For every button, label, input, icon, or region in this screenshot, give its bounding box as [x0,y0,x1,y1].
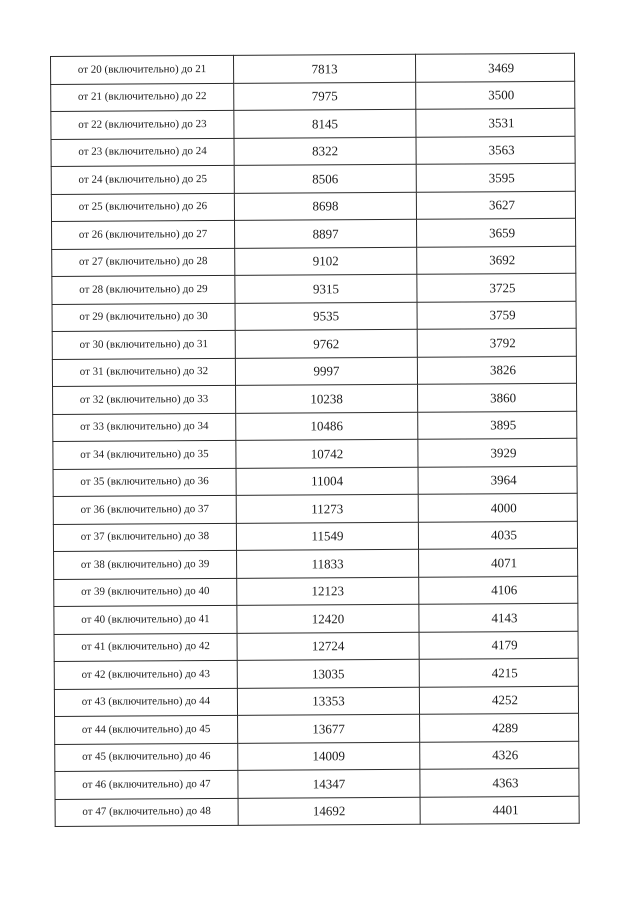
value1-cell: 9102 [235,247,417,276]
value2-cell: 3692 [417,246,576,274]
range-cell: от 37 (включительно) до 38 [53,523,236,552]
value2-cell: 4179 [419,631,578,659]
value1-cell: 14347 [238,769,420,798]
value1-cell: 13677 [238,714,420,743]
table-row [52,301,576,332]
table-row [52,328,576,359]
table-row [51,191,575,222]
table-row [54,658,578,689]
range-cell: от 43 (включительно) до 44 [54,688,237,717]
range-cell: от 46 (включительно) до 47 [55,770,238,799]
range-cell: от 20 (включительно) до 21 [51,55,234,84]
value2-cell: 3895 [418,411,577,439]
table-row [51,163,575,194]
table-row [53,466,577,497]
value1-cell: 7813 [233,54,415,83]
table-row [51,136,575,167]
value2-cell: 3964 [418,466,577,494]
range-cell: от 39 (включительно) до 40 [54,578,237,607]
value1-cell: 8145 [234,109,416,138]
value1-cell: 11833 [237,549,419,578]
range-cell: от 34 (включительно) до 35 [53,440,236,469]
table-row [52,218,576,249]
table-row [53,411,577,442]
range-cell: от 38 (включительно) до 39 [54,550,237,579]
table-row [53,438,577,469]
table-row [51,108,575,139]
value1-cell: 8506 [234,164,416,193]
range-cell: от 21 (включительно) до 22 [51,83,234,112]
range-cell: от 45 (включительно) до 46 [55,743,238,772]
value1-cell: 12123 [237,577,419,606]
value1-cell: 13035 [237,659,419,688]
value1-cell: 14692 [238,797,420,826]
range-cell: от 30 (включительно) до 31 [52,330,235,359]
table-row [55,796,579,827]
range-cell: от 32 (включительно) до 33 [53,385,236,414]
value1-cell: 14009 [238,742,420,771]
value1-cell: 10742 [236,439,418,468]
value2-cell: 4143 [419,603,578,631]
range-cell: от 33 (включительно) до 34 [53,413,236,442]
value1-cell: 9535 [235,302,417,331]
value1-cell: 12420 [237,604,419,633]
table-row [54,576,578,607]
value1-cell: 7975 [234,82,416,111]
range-cell: от 28 (включительно) до 29 [52,275,235,304]
value1-cell: 11549 [236,522,418,551]
range-cell: от 23 (включительно) до 24 [51,138,234,167]
value2-cell: 3860 [418,383,577,411]
rates-table-body [51,53,580,826]
table-row [54,548,578,579]
table-row [52,273,576,304]
range-cell: от 44 (включительно) до 45 [55,715,238,744]
value1-cell: 10238 [236,384,418,413]
value1-cell: 8698 [234,192,416,221]
table-row [55,741,579,772]
range-cell: от 29 (включительно) до 30 [52,303,235,332]
table-row [54,686,578,717]
value2-cell: 4289 [420,713,579,741]
table-row [54,631,578,662]
table-row [53,493,577,524]
table-row [53,383,577,414]
value2-cell: 4215 [419,658,578,686]
value2-cell: 3659 [417,218,576,246]
value2-cell: 4000 [418,493,577,521]
table-row [55,768,579,799]
value1-cell: 8897 [235,219,417,248]
range-cell: от 26 (включительно) до 27 [52,220,235,249]
value2-cell: 4363 [420,768,579,796]
range-cell: от 47 (включительно) до 48 [55,798,238,827]
value1-cell: 9997 [235,357,417,386]
value2-cell: 3759 [417,301,576,329]
range-cell: от 25 (включительно) до 26 [51,193,234,222]
table-row [52,356,576,387]
table-row [52,246,576,277]
value2-cell: 3929 [418,438,577,466]
range-cell: от 24 (включительно) до 25 [51,165,234,194]
range-cell: от 22 (включительно) до 23 [51,110,234,139]
value1-cell: 13353 [237,687,419,716]
value1-cell: 11004 [236,467,418,496]
value2-cell: 3725 [417,273,576,301]
value2-cell: 4401 [420,796,579,824]
table-row [53,521,577,552]
value2-cell: 4071 [419,548,578,576]
value1-cell: 12724 [237,632,419,661]
value1-cell: 11273 [236,494,418,523]
table-row [51,53,575,84]
value1-cell: 8322 [234,137,416,166]
value2-cell: 3500 [416,81,575,109]
value2-cell: 4326 [420,741,579,769]
rates-table [50,53,580,827]
value2-cell: 3563 [416,136,575,164]
value1-cell: 10486 [236,412,418,441]
range-cell: от 40 (включительно) до 41 [54,605,237,634]
table-row [55,713,579,744]
range-cell: от 35 (включительно) до 36 [53,468,236,497]
value1-cell: 9315 [235,274,417,303]
value2-cell: 3627 [416,191,575,219]
value2-cell: 3792 [417,328,576,356]
value2-cell: 4035 [418,521,577,549]
range-cell: от 41 (включительно) до 42 [54,633,237,662]
table-row [54,603,578,634]
range-cell: от 36 (включительно) до 37 [53,495,236,524]
range-cell: от 42 (включительно) до 43 [54,660,237,689]
range-cell: от 31 (включительно) до 32 [52,358,235,387]
value2-cell: 4252 [419,686,578,714]
value2-cell: 4106 [419,576,578,604]
value2-cell: 3595 [416,163,575,191]
value2-cell: 3469 [415,53,574,81]
value2-cell: 3531 [416,108,575,136]
value2-cell: 3826 [417,356,576,384]
value1-cell: 9762 [235,329,417,358]
range-cell: от 27 (включительно) до 28 [52,248,235,277]
table-row [51,81,575,112]
